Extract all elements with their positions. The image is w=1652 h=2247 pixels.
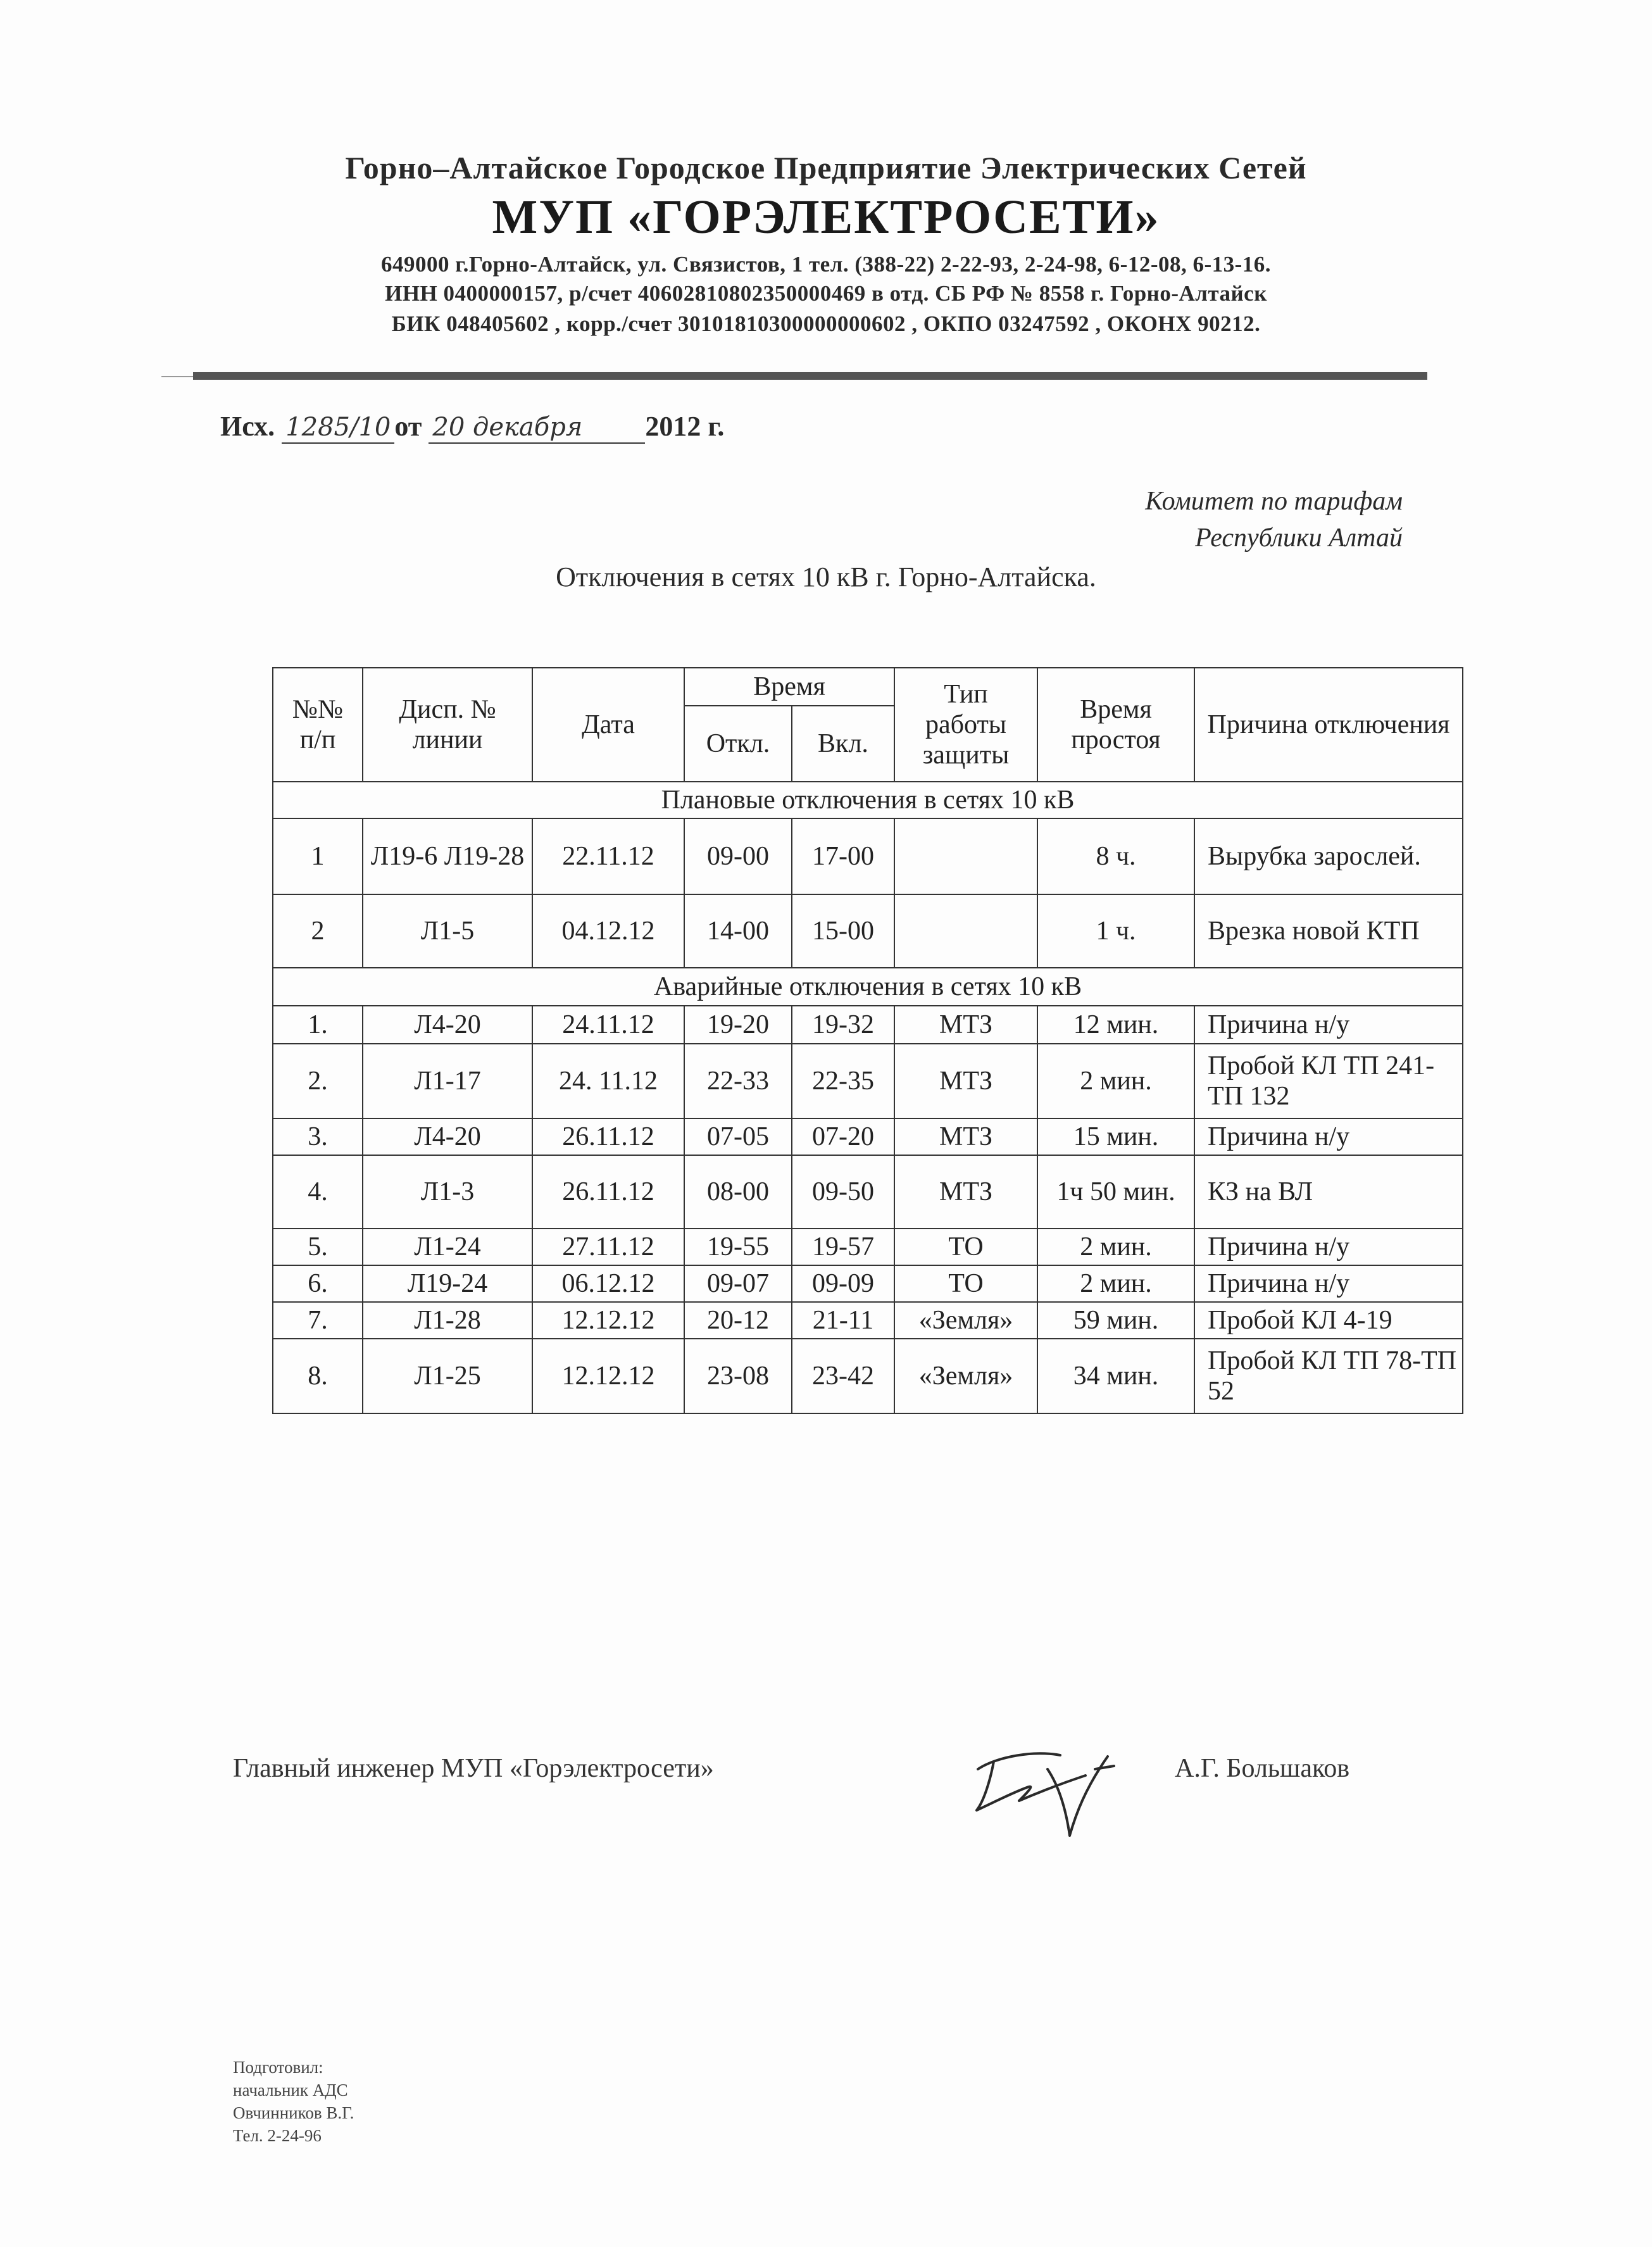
row-downtime: 1 ч. (1037, 894, 1194, 968)
org-bank-details: ИНН 0400000157, р/счет 40602810802350000469 в отд. СБ РФ № 8558 г. Горно-Алтайск (385, 281, 1267, 306)
row-protection: «Земля» (894, 1302, 1037, 1339)
row-protection: МТЗ (894, 1044, 1037, 1118)
row-off: 20-12 (684, 1302, 792, 1339)
row-on: 15-00 (792, 894, 894, 968)
outgoing-prefix: Исх. (220, 411, 275, 442)
row-line: Л1-28 (363, 1302, 532, 1339)
header-num: №№ п/п (273, 668, 363, 782)
row-downtime: 2 мин. (1037, 1229, 1194, 1265)
row-off: 19-55 (684, 1229, 792, 1265)
row-reason: КЗ на ВЛ (1194, 1155, 1463, 1229)
outgoing-number: 1285/10 (285, 413, 391, 442)
row-downtime: 1ч 50 мин. (1037, 1155, 1194, 1229)
header-divider (193, 372, 1427, 380)
row-reason: Пробой КЛ ТП 241-ТП 132 (1194, 1044, 1463, 1118)
signature-mark (959, 1731, 1123, 1839)
row-reason: Причина н/у (1194, 1006, 1463, 1044)
row-reason: Пробой КЛ 4-19 (1194, 1302, 1463, 1339)
row-protection (894, 894, 1037, 968)
row-date: 26.11.12 (532, 1155, 684, 1229)
header-divider-tail (161, 376, 193, 377)
row-date: 22.11.12 (532, 818, 684, 894)
row-num: 1. (273, 1006, 363, 1044)
row-line: Л1-5 (363, 894, 532, 968)
row-line: Л1-24 (363, 1229, 532, 1265)
row-on: 09-50 (792, 1155, 894, 1229)
row-line: Л1-17 (363, 1044, 532, 1118)
outgoing-from: от (394, 411, 422, 442)
row-reason: Вырубка зарослей. (1194, 818, 1463, 894)
row-num: 7. (273, 1302, 363, 1339)
row-off: 22-33 (684, 1044, 792, 1118)
row-downtime: 34 мин. (1037, 1339, 1194, 1413)
row-protection: МТЗ (894, 1006, 1037, 1044)
header-time-off: Откл. (684, 706, 792, 782)
table-row (273, 1265, 1463, 1302)
header-downtime: Время простоя (1037, 668, 1194, 782)
table-row (273, 894, 1463, 968)
header-protection: Тип работы защиты (894, 668, 1037, 782)
row-off: 23-08 (684, 1339, 792, 1413)
row-on: 23-42 (792, 1339, 894, 1413)
row-protection: ТО (894, 1229, 1037, 1265)
row-on: 17-00 (792, 818, 894, 894)
row-on: 19-57 (792, 1229, 894, 1265)
row-protection (894, 818, 1037, 894)
table-row (273, 818, 1463, 894)
org-codes: БИК 048405602 , корр./счет 30101810300000000602 , ОКПО 03247592 , ОКОНХ 90212. (391, 311, 1261, 336)
row-line: Л19-6 Л19-28 (363, 818, 532, 894)
row-downtime: 12 мин. (1037, 1006, 1194, 1044)
row-reason: Причина н/у (1194, 1229, 1463, 1265)
addressee-line-2: Республики Алтай (1195, 523, 1403, 553)
row-date: 12.12.12 (532, 1302, 684, 1339)
org-short-name: МУП «ГОРЭЛЕКТРОСЕТИ» (492, 191, 1160, 244)
row-downtime: 59 мин. (1037, 1302, 1194, 1339)
table-row (273, 1302, 1463, 1339)
table-row (273, 1118, 1463, 1155)
row-downtime: 2 мин. (1037, 1265, 1194, 1302)
row-reason: Врезка новой КТП (1194, 894, 1463, 968)
row-on: 09-09 (792, 1265, 894, 1302)
row-protection: МТЗ (894, 1118, 1037, 1155)
org-address: 649000 г.Горно-Алтайск, ул. Связистов, 1 тел. (388-22) 2-22-93, 2-24-98, 6-12-08, 6-13-16. (380, 252, 1272, 277)
row-off: 09-00 (684, 818, 792, 894)
row-line: Л19-24 (363, 1265, 532, 1302)
table-row (273, 1006, 1463, 1044)
row-num: 3. (273, 1118, 363, 1155)
row-date: 27.11.12 (532, 1229, 684, 1265)
row-line: Л1-25 (363, 1339, 532, 1413)
row-date: 26.11.12 (532, 1118, 684, 1155)
emergency-section-title: Аварийные отключения в сетях 10 кВ (273, 968, 1463, 1006)
row-protection: ТО (894, 1265, 1037, 1302)
row-off: 08-00 (684, 1155, 792, 1229)
prepared-by (233, 2056, 354, 2147)
row-on: 07-20 (792, 1118, 894, 1155)
row-off: 07-05 (684, 1118, 792, 1155)
row-num: 2. (273, 1044, 363, 1118)
outgoing-date: 20 декабря (432, 413, 583, 442)
row-num: 4. (273, 1155, 363, 1229)
prepared-position: начальник АДС (233, 2081, 348, 2100)
row-date: 24. 11.12 (532, 1044, 684, 1118)
row-num: 8. (273, 1339, 363, 1413)
row-line: Л1-3 (363, 1155, 532, 1229)
outgoing-reference (220, 410, 724, 444)
row-num: 6. (273, 1265, 363, 1302)
table-row (273, 1155, 1463, 1229)
header-line: Дисп. № линии (363, 668, 532, 782)
row-line: Л4-20 (363, 1006, 532, 1044)
header-time: Время (684, 668, 894, 706)
row-num: 5. (273, 1229, 363, 1265)
signer-name: А.Г. Большаков (1175, 1754, 1350, 1783)
table-row (273, 1229, 1463, 1265)
table-row (273, 1339, 1463, 1413)
row-line: Л4-20 (363, 1118, 532, 1155)
row-downtime: 8 ч. (1037, 818, 1194, 894)
row-num: 1 (273, 818, 363, 894)
row-date: 24.11.12 (532, 1006, 684, 1044)
row-downtime: 15 мин. (1037, 1118, 1194, 1155)
row-reason: Пробой КЛ ТП 78-ТП 52 (1194, 1339, 1463, 1413)
row-date: 04.12.12 (532, 894, 684, 968)
row-num: 2 (273, 894, 363, 968)
header-time-on: Вкл. (792, 706, 894, 782)
document-title: Отключения в сетях 10 кВ г. Горно-Алтайска. (556, 561, 1096, 592)
row-date: 06.12.12 (532, 1265, 684, 1302)
row-off: 14-00 (684, 894, 792, 968)
prepared-label: Подготовил: (233, 2058, 323, 2077)
prepared-name: Овчинников В.Г. (233, 2103, 354, 2122)
outgoing-year: 2012 г. (645, 411, 725, 442)
header-date: Дата (532, 668, 684, 782)
row-on: 22-35 (792, 1044, 894, 1118)
org-name: Горно–Алтайское Городское Предприятие Электрических Сетей (345, 150, 1307, 185)
row-date: 12.12.12 (532, 1339, 684, 1413)
row-off: 19-20 (684, 1006, 792, 1044)
table-row (273, 1044, 1463, 1118)
row-reason: Причина н/у (1194, 1118, 1463, 1155)
prepared-phone: Тел. 2-24-96 (233, 2126, 322, 2145)
addressee-line-1: Комитет по тарифам (1145, 487, 1403, 516)
row-protection: «Земля» (894, 1339, 1037, 1413)
signer-title: Главный инженер МУП «Горэлектросети» (233, 1754, 714, 1783)
row-off: 09-07 (684, 1265, 792, 1302)
row-downtime: 2 мин. (1037, 1044, 1194, 1118)
row-reason: Причина н/у (1194, 1265, 1463, 1302)
row-on: 19-32 (792, 1006, 894, 1044)
header-reason: Причина отключения (1194, 668, 1463, 782)
row-on: 21-11 (792, 1302, 894, 1339)
planned-section-title: Плановые отключения в сетях 10 кВ (273, 782, 1463, 818)
row-protection: МТЗ (894, 1155, 1037, 1229)
outages-table (272, 667, 1463, 1414)
